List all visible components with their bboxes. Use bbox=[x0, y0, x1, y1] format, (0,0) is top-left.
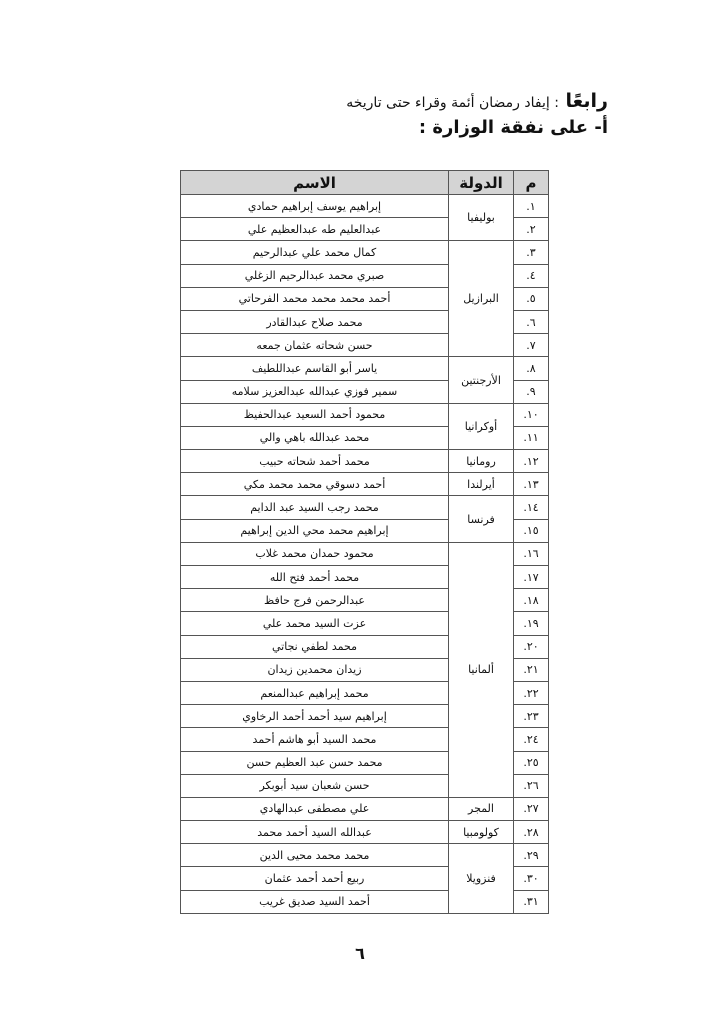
row-number: ١٤. bbox=[514, 496, 549, 519]
row-number: ١٣. bbox=[514, 473, 549, 496]
row-name: محمد أحمد فتح الله bbox=[181, 566, 449, 589]
row-name: إبراهيم يوسف إبراهيم حمادي bbox=[181, 195, 449, 218]
row-country: البرازيل bbox=[449, 241, 514, 357]
document-heading bbox=[128, 88, 608, 140]
row-name: صبري محمد عبدالرحيم الزغلي bbox=[181, 264, 449, 287]
row-number: ٣١. bbox=[514, 890, 549, 913]
row-number: ٩. bbox=[514, 380, 549, 403]
table-row bbox=[181, 496, 549, 519]
row-number: ٢٢. bbox=[514, 681, 549, 704]
table-row bbox=[181, 797, 549, 820]
row-name: محمد صلاح عبدالقادر bbox=[181, 310, 449, 333]
table-row bbox=[181, 542, 549, 565]
page-number: ٦ bbox=[355, 944, 365, 963]
row-number: ٦. bbox=[514, 310, 549, 333]
heading-section: أ- على نفقة الوزارة : bbox=[418, 117, 608, 138]
row-country: أيرلندا bbox=[449, 473, 514, 496]
row-number: ٤. bbox=[514, 264, 549, 287]
row-name: محمد إبراهيم عبدالمنعم bbox=[181, 681, 449, 704]
row-number: ٢٣. bbox=[514, 705, 549, 728]
row-number: ٣٠. bbox=[514, 867, 549, 890]
row-name: علي مصطفى عبدالهادي bbox=[181, 797, 449, 820]
row-number: ٨. bbox=[514, 357, 549, 380]
row-name: محمد أحمد شحاته حبيب bbox=[181, 450, 449, 473]
row-number: ٢٨. bbox=[514, 821, 549, 844]
heading-title-line bbox=[128, 88, 608, 116]
row-name: أحمد محمد محمد محمد الفرحاتي bbox=[181, 287, 449, 310]
table-row bbox=[181, 844, 549, 867]
row-number: ٢. bbox=[514, 218, 549, 241]
row-name: محمد حسن عبد العظيم حسن bbox=[181, 751, 449, 774]
row-number: ٢٧. bbox=[514, 797, 549, 820]
heading-subtitle: : إيفاد رمضان أئمة وقراء حتى تاريخه bbox=[346, 95, 559, 111]
row-number: ٢٦. bbox=[514, 774, 549, 797]
row-number: ٢٠. bbox=[514, 635, 549, 658]
row-number: ٧. bbox=[514, 334, 549, 357]
row-name: أحمد دسوقي محمد محمد مكي bbox=[181, 473, 449, 496]
table-header-row bbox=[181, 171, 549, 195]
row-name: حسن شحاته عثمان جمعه bbox=[181, 334, 449, 357]
row-country: أوكرانيا bbox=[449, 403, 514, 449]
row-number: ١٥. bbox=[514, 519, 549, 542]
row-name: محمود أحمد السعيد عبدالحفيظ bbox=[181, 403, 449, 426]
row-country: بوليفيا bbox=[449, 195, 514, 241]
table-row bbox=[181, 241, 549, 264]
row-number: ١١. bbox=[514, 426, 549, 449]
row-number: ١٢. bbox=[514, 450, 549, 473]
row-name: إبراهيم سيد أحمد أحمد الرخاوي bbox=[181, 705, 449, 728]
table-row bbox=[181, 450, 549, 473]
table-row bbox=[181, 821, 549, 844]
row-country: رومانيا bbox=[449, 450, 514, 473]
row-name: محمد رجب السيد عبد الدايم bbox=[181, 496, 449, 519]
row-name: عبدالرحمن فرج حافظ bbox=[181, 589, 449, 612]
table-row bbox=[181, 357, 549, 380]
header-country: الدولة bbox=[449, 171, 514, 195]
row-number: ١٦. bbox=[514, 542, 549, 565]
row-number: ٢١. bbox=[514, 658, 549, 681]
row-name: محمد عبدالله باهي والي bbox=[181, 426, 449, 449]
row-name: عبدالله السيد أحمد محمد bbox=[181, 821, 449, 844]
row-number: ٥. bbox=[514, 287, 549, 310]
header-name: الاسم bbox=[181, 171, 449, 195]
row-country: المجر bbox=[449, 797, 514, 820]
heading-title: رابعًا bbox=[565, 90, 608, 112]
row-name: عبدالعليم طه عبدالعظيم علي bbox=[181, 218, 449, 241]
row-number: ٣. bbox=[514, 241, 549, 264]
header-number: م bbox=[514, 171, 549, 195]
table-row bbox=[181, 403, 549, 426]
table-row bbox=[181, 473, 549, 496]
row-name: إبراهيم محمد محي الدين إبراهيم bbox=[181, 519, 449, 542]
row-number: ٢٥. bbox=[514, 751, 549, 774]
row-name: محمد محمد محيى الدين bbox=[181, 844, 449, 867]
row-name: أحمد السيد صديق غريب bbox=[181, 890, 449, 913]
row-name: ياسر أبو القاسم عبداللطيف bbox=[181, 357, 449, 380]
imams-table bbox=[180, 170, 549, 914]
row-number: ١. bbox=[514, 195, 549, 218]
row-name: سمير فوزي عبدالله عبدالعزيز سلامه bbox=[181, 380, 449, 403]
table-row bbox=[181, 195, 549, 218]
row-name: محمود حمدان محمد غلاب bbox=[181, 542, 449, 565]
row-name: حسن شعبان سيد أبوبكر bbox=[181, 774, 449, 797]
row-number: ٢٩. bbox=[514, 844, 549, 867]
table-body bbox=[181, 195, 549, 914]
row-name: كمال محمد علي عبدالرحيم bbox=[181, 241, 449, 264]
row-country: الأرجنتين bbox=[449, 357, 514, 403]
row-name: ربيع أحمد أحمد عثمان bbox=[181, 867, 449, 890]
row-name: محمد لطفي نجاتي bbox=[181, 635, 449, 658]
row-number: ١٩. bbox=[514, 612, 549, 635]
row-name: محمد السيد أبو هاشم أحمد bbox=[181, 728, 449, 751]
row-name: زيدان محمدين زيدان bbox=[181, 658, 449, 681]
row-country: فنزويلا bbox=[449, 844, 514, 914]
row-country: فرنسا bbox=[449, 496, 514, 542]
row-number: ٢٤. bbox=[514, 728, 549, 751]
row-number: ١٠. bbox=[514, 403, 549, 426]
row-country: كولومبيا bbox=[449, 821, 514, 844]
row-country: ألمانيا bbox=[449, 542, 514, 797]
row-number: ١٧. bbox=[514, 566, 549, 589]
row-number: ١٨. bbox=[514, 589, 549, 612]
row-name: عزت السيد محمد علي bbox=[181, 612, 449, 635]
